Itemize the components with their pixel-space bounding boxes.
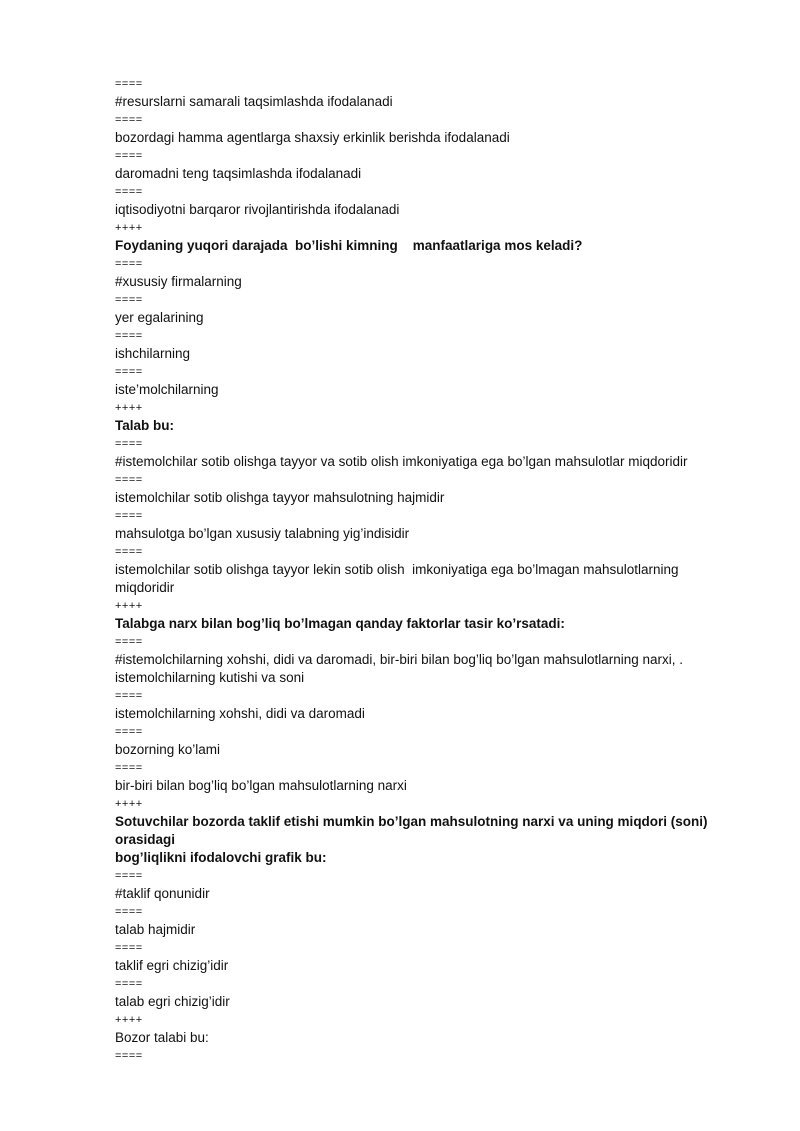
separator-line: ==== <box>115 636 143 648</box>
answer-option: #xususiy firmalarning <box>115 274 242 289</box>
answer-option: talab egri chizig’idir <box>115 994 230 1009</box>
separator-line: ++++ <box>115 1014 143 1026</box>
separator-line: ==== <box>115 366 143 378</box>
answer-option: talab hajmidir <box>115 922 196 937</box>
separator-line: ==== <box>115 546 143 558</box>
separator-line: ++++ <box>115 798 143 810</box>
answer-option: #istemolchilarning xohshi, didi va daromadi, bir-biri bilan bog’liq bo’lgan mahsulotlarning narxi, . <box>115 652 684 667</box>
answer-option: istemolchilar sotib olishga tayyor mahsulotning hajmidir <box>115 490 445 505</box>
separator-line: ==== <box>115 114 143 126</box>
separator-line: ==== <box>115 906 143 918</box>
separator-line: ==== <box>115 726 143 738</box>
answer-option: yer egalarining <box>115 310 204 325</box>
separator-line: ==== <box>115 762 143 774</box>
separator-line: ==== <box>115 258 143 270</box>
separator-line: ==== <box>115 474 143 486</box>
separator-line: ==== <box>115 438 143 450</box>
answer-option: #resurslarni samarali taqsimlashda ifodalanadi <box>115 94 393 109</box>
separator-line: ==== <box>115 1050 143 1062</box>
separator-line: ==== <box>115 294 143 306</box>
separator-line: ++++ <box>115 600 143 612</box>
separator-line: ++++ <box>115 222 143 234</box>
separator-line: ==== <box>115 330 143 342</box>
answer-option: bozorning ko’lami <box>115 742 221 757</box>
answer-option: #istemolchilar sotib olishga tayyor va sotib olish imkoniyatiga ega bo’lgan mahsulotlar miqdoridir <box>115 454 688 469</box>
answer-option: iqtisodiyotni barqaror rivojlantirishda ifodalanadi <box>115 202 400 217</box>
answer-option: #taklif qonunidir <box>115 886 210 901</box>
answer-option: daromadni teng taqsimlashda ifodalanadi <box>115 166 362 181</box>
answer-option: iste’molchilarning <box>115 382 219 397</box>
question-text: Talab bu: <box>115 418 174 433</box>
separator-line: ==== <box>115 510 143 522</box>
separator-line: ==== <box>115 186 143 198</box>
separator-line: ==== <box>115 690 143 702</box>
question-text: Talabga narx bilan bog’liq bo’lmagan qanday faktorlar tasir ko’rsatadi: <box>115 616 565 631</box>
answer-option: miqdoridir <box>115 580 175 595</box>
answer-option: ishchilarning <box>115 346 191 361</box>
separator-line: ==== <box>115 942 143 954</box>
document-body <box>115 75 755 1065</box>
answer-option: mahsulotga bo’lgan xususiy talabning yig’indisidir <box>115 526 410 541</box>
answer-option: bir-biri bilan bog’liq bo’lgan mahsulotlarning narxi <box>115 778 407 793</box>
answer-option: istemolchilarning xohshi, didi va daromadi <box>115 706 365 721</box>
answer-option: bozordagi hamma agentlarga shaxsiy erkinlik berishda ifodalanadi <box>115 130 510 145</box>
question-text: Foydaning yuqori darajada bo’lishi kimning manfaatlariga mos keladi? <box>115 238 583 253</box>
answer-option: istemolchilar sotib olishga tayyor lekin sotib olish imkoniyatiga ega bo’lmagan mahsulotlarning <box>115 562 679 577</box>
answer-option: taklif egri chizig’idir <box>115 958 229 973</box>
answer-option: Bozor talabi bu: <box>115 1030 209 1045</box>
answer-option: istemolchilarning kutishi va soni <box>115 670 305 685</box>
separator-line: ==== <box>115 870 143 882</box>
question-text: Sotuvchilar bozorda taklif etishi mumkin bo’lgan mahsulotning narxi va uning miqdori (soni) orasidagi <box>115 814 712 847</box>
question-text: bog’liqlikni ifodalovchi grafik bu: <box>115 850 327 865</box>
separator-line: ==== <box>115 78 143 90</box>
separator-line: ++++ <box>115 402 143 414</box>
separator-line: ==== <box>115 978 143 990</box>
separator-line: ==== <box>115 150 143 162</box>
